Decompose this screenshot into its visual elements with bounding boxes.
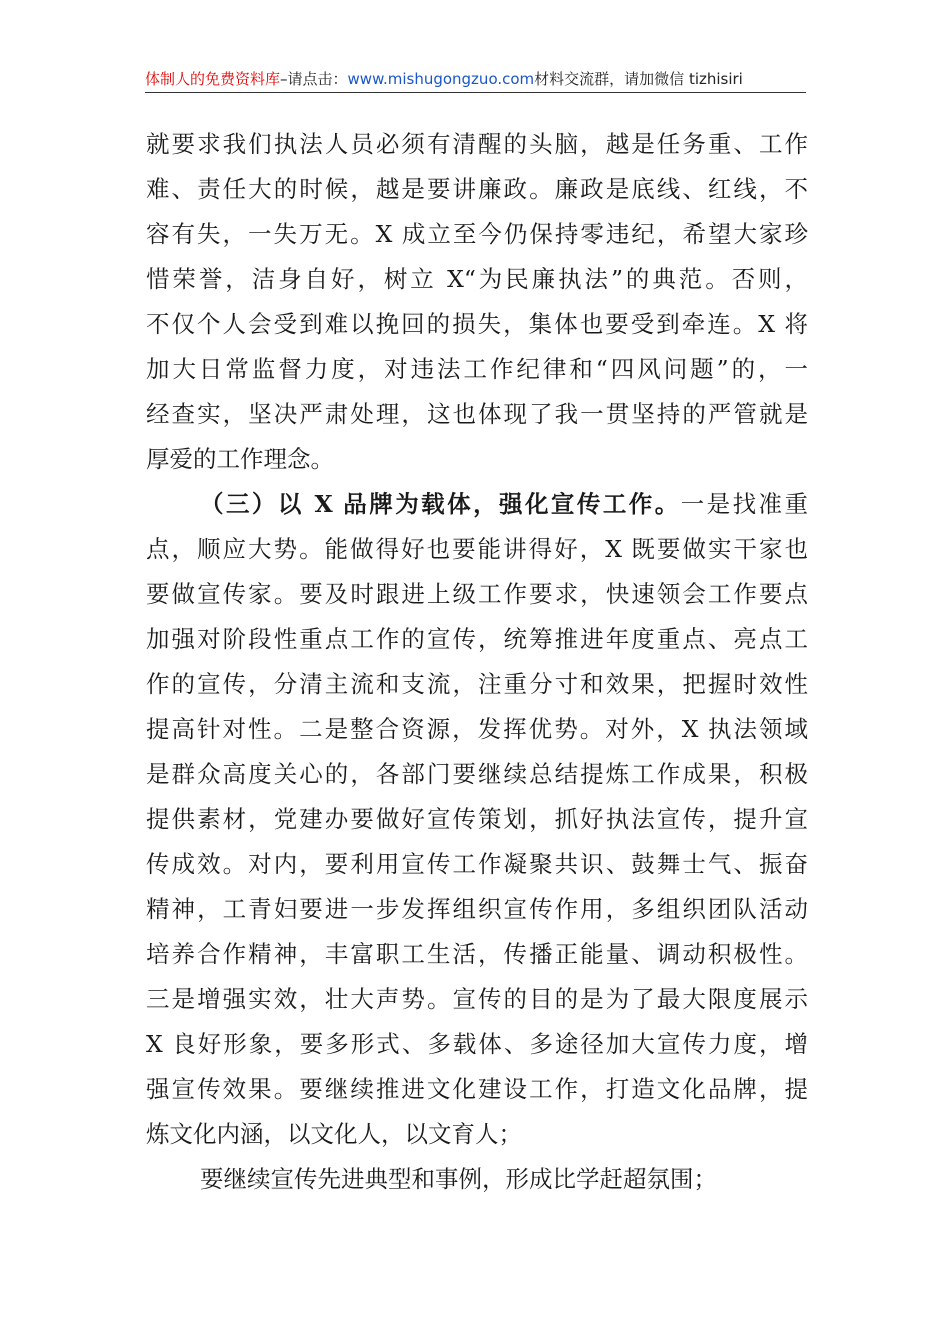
paragraph-line: 惜荣誉，洁身自好，树立 X“为民廉执法”的典范。否则， — [146, 265, 808, 293]
paragraph-line: X 良好形象，要多形式、多载体、多途径加大宣传力度，增 — [146, 1030, 808, 1058]
paragraph-line: 难、责任大的时候，越是要讲廉政。廉政是底线、红线，不 — [146, 175, 808, 203]
header-link[interactable]: www.mishugongzuo.com — [347, 70, 535, 88]
section-first-text: 一是找准重 — [680, 490, 808, 518]
paragraph-line: 传成效。对内，要利用宣传工作凝聚共识、鼓舞士气、振奋 — [146, 850, 808, 878]
paragraph-line: 厚爱的工作理念。 — [146, 445, 334, 473]
document-body — [146, 122, 808, 1202]
paragraph-line: 强宣传效果。要继续推进文化建设工作，打造文化品牌，提 — [146, 1075, 808, 1103]
paragraph-line: 加大日常监督力度，对违法工作纪律和“四风问题”的，一 — [146, 355, 808, 383]
paragraph-line: 不仅个人会受到难以挽回的损失，集体也要受到牵连。X 将 — [146, 310, 808, 338]
page-header — [145, 68, 806, 93]
paragraph-line: 培养合作精神，丰富职工生活，传播正能量、调动积极性。 — [146, 940, 808, 968]
section-heading: （三）以 X 品牌为载体，强化宣传工作。 — [200, 490, 681, 518]
header-prompt: –请点击： — [280, 70, 348, 88]
paragraph-line: 经查实，坚决严肃处理，这也体现了我一贯坚持的严管就是 — [146, 400, 808, 428]
paragraph-line: 是群众高度关心的，各部门要继续总结提炼工作成果，积极 — [146, 760, 808, 788]
header-brand: 体制人的免费资料库 — [145, 70, 281, 88]
paragraph-line: 精神，工青妇要进一步发挥组织宣传作用，多组织团队活动 — [146, 895, 808, 923]
section-heading-line — [146, 482, 808, 527]
paragraph-line: 提高针对性。二是整合资源，发挥优势。对外，X 执法领域 — [146, 715, 808, 743]
paragraph-line: 点，顺应大势。能做得好也要能讲得好，X 既要做实干家也 — [146, 535, 808, 563]
paragraph-line: 作的宣传，分清主流和支流，注重分寸和效果，把握时效性 — [146, 670, 808, 698]
paragraph-line: 炼文化内涵，以文化人，以文育人； — [146, 1120, 522, 1148]
paragraph-line: 要继续宣传先进典型和事例，形成比学赶超氛围； — [200, 1165, 717, 1193]
paragraph-line: 提供素材，党建办要做好宣传策划，抓好执法宣传，提升宣 — [146, 805, 808, 833]
paragraph-line: 加强对阶段性重点工作的宣传，统筹推进年度重点、亮点工 — [146, 625, 808, 653]
paragraph-line: 容有失，一失万无。X 成立至今仍保持零违纪，希望大家珍 — [146, 220, 808, 248]
header-contact: 材料交流群，请加微信 tizhisiri — [534, 70, 743, 88]
paragraph-line: 就要求我们执法人员必须有清醒的头脑，越是任务重、工作 — [146, 130, 808, 158]
paragraph-line: 三是增强实效，壮大声势。宣传的目的是为了最大限度展示 — [146, 985, 808, 1013]
paragraph-line: 要做宣传家。要及时跟进上级工作要求，快速领会工作要点 — [146, 580, 808, 608]
